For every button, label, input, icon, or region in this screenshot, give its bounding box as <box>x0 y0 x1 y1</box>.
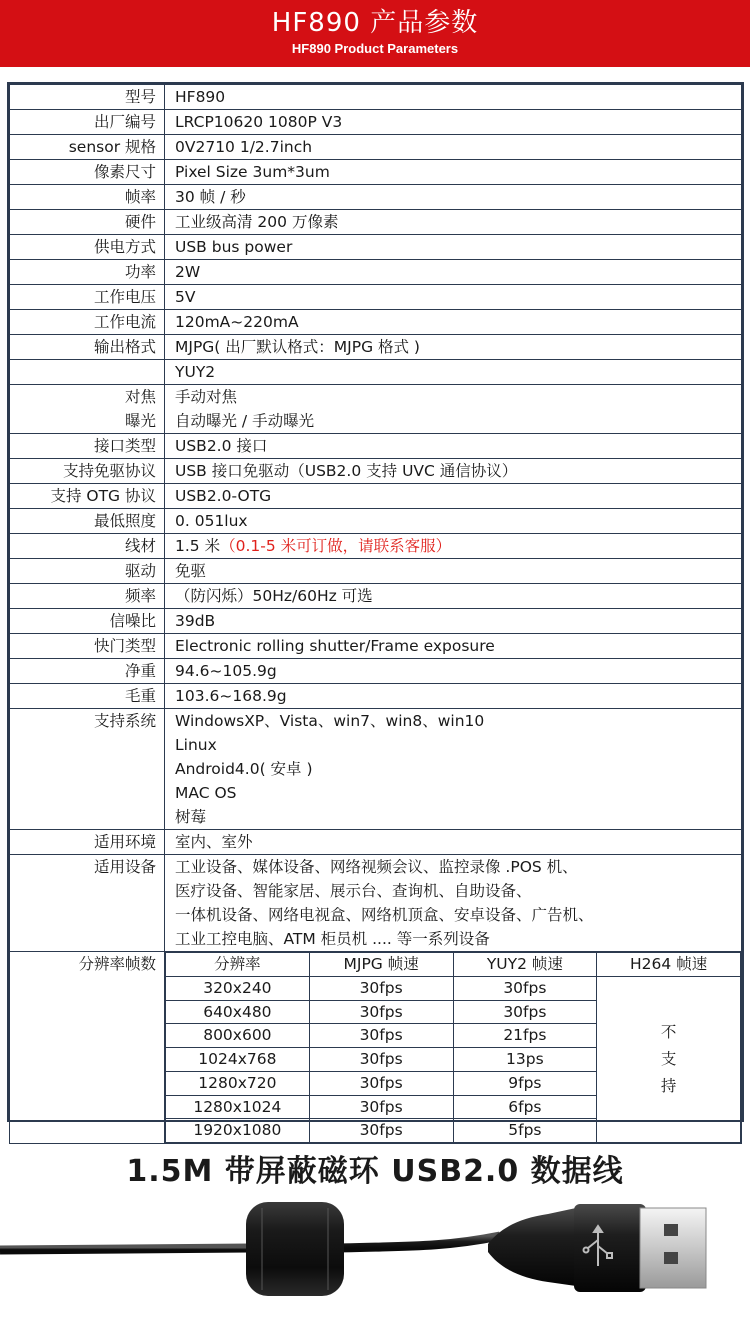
spec-label <box>10 335 165 360</box>
table-row <box>10 684 742 709</box>
spec-value-text: HF890 <box>175 88 226 106</box>
spec-label <box>10 484 165 509</box>
spec-label-text: 对焦 <box>124 388 156 406</box>
spec-label: 分辨率帧数 <box>10 952 165 1144</box>
spec-label <box>10 360 165 385</box>
resolution-cell: 1024x768 <box>166 1048 310 1072</box>
spec-label-text: 像素尺寸 <box>93 163 156 181</box>
spec-value-text: USB2.0 接口 <box>175 437 268 455</box>
spec-label <box>10 210 165 235</box>
spec-label-text: 功率 <box>124 263 156 281</box>
spec-value-text: 手动对焦 <box>175 388 238 406</box>
spec-label-text: 出厂编号 <box>93 113 156 131</box>
page-subtitle: HF890 Product Parameters <box>291 41 459 56</box>
resolution-cell: 1280x1024 <box>166 1095 310 1119</box>
spec-value <box>165 509 742 534</box>
spec-value-text: 树莓 <box>175 808 207 826</box>
spec-label-text: 曝光 <box>124 412 156 430</box>
spec-value <box>165 830 742 855</box>
spec-value-text: 一体机设备、网络电视盒、网络机顶盒、安卓设备、广告机、 <box>175 906 594 924</box>
spec-value-text: 1.5 米 <box>175 537 221 555</box>
resolution-header: MJPG 帧速 <box>309 953 453 977</box>
spec-value-text: 5V <box>175 288 196 306</box>
resolution-cell: 30fps <box>453 976 597 1000</box>
spec-label-text: sensor 规格 <box>68 138 156 156</box>
spec-value-text: （防闪烁）50Hz/60Hz 可选 <box>175 587 373 605</box>
spec-value-line <box>175 684 741 708</box>
table-row <box>10 260 742 285</box>
resolution-cell: 21fps <box>453 1024 597 1048</box>
spec-label-text: 适用环境 <box>93 833 156 851</box>
spec-value-line <box>175 459 741 483</box>
spec-label <box>10 235 165 260</box>
spec-label <box>10 855 165 952</box>
table-row <box>10 584 742 609</box>
table-row <box>10 210 742 235</box>
h264-not-supported <box>597 976 741 1142</box>
spec-value-line <box>175 855 741 879</box>
spec-label <box>10 509 165 534</box>
spec-value-text: 94.6~105.9g <box>175 662 277 680</box>
spec-value-line <box>175 85 741 109</box>
table-row <box>10 135 742 160</box>
spec-value-text: 室内、室外 <box>175 833 253 851</box>
spec-label-text: 信噪比 <box>109 612 156 630</box>
spec-value-line <box>175 360 741 384</box>
spec-value-line <box>175 757 741 781</box>
spec-value <box>165 559 742 584</box>
spec-value <box>165 85 742 110</box>
resolution-table-cell <box>165 952 742 1144</box>
table-row <box>10 185 742 210</box>
table-row <box>10 509 742 534</box>
spec-label <box>10 634 165 659</box>
spec-label <box>10 310 165 335</box>
h264-note-char: 支 <box>660 1049 677 1068</box>
spec-value <box>165 185 742 210</box>
table-row <box>10 160 742 185</box>
spec-value <box>165 235 742 260</box>
ferrite-core-icon <box>246 1202 344 1296</box>
spec-value-line <box>175 434 741 458</box>
spec-label-text: 硬件 <box>124 213 156 231</box>
spec-value <box>165 110 742 135</box>
resolution-cell: 800x600 <box>166 1024 310 1048</box>
resolution-cell: 30fps <box>309 1000 453 1024</box>
spec-value <box>165 335 742 360</box>
spec-value-text: 工业设备、媒体设备、网络视频会议、监控录像 .POS 机、 <box>175 858 578 876</box>
spec-value <box>165 360 742 385</box>
spec-value-text: 120mA~220mA <box>175 313 299 331</box>
spec-value <box>165 609 742 634</box>
h264-note-char: 不 <box>660 1022 677 1041</box>
table-row <box>10 310 742 335</box>
resolution-cell: 30fps <box>309 1024 453 1048</box>
spec-value-text: USB2.0-OTG <box>175 487 272 505</box>
spec-label <box>10 385 165 434</box>
spec-label <box>10 659 165 684</box>
table-row <box>10 360 742 385</box>
resolution-cell: 1280x720 <box>166 1071 310 1095</box>
spec-value-line <box>175 733 741 757</box>
spec-value-text: 自动曝光 / 手动曝光 <box>175 412 315 430</box>
spec-value-line <box>175 509 741 533</box>
spec-label-text: 线材 <box>124 537 156 555</box>
spec-table <box>7 82 744 1140</box>
spec-value <box>165 634 742 659</box>
spec-label <box>10 559 165 584</box>
spec-label-text: 工作电流 <box>93 313 156 331</box>
spec-value <box>165 385 742 434</box>
spec-label <box>10 160 165 185</box>
table-row <box>10 559 742 584</box>
table-row <box>10 659 742 684</box>
resolution-cell: 13ps <box>453 1048 597 1072</box>
spec-label <box>10 434 165 459</box>
spec-label <box>10 285 165 310</box>
spec-value-line <box>175 805 741 829</box>
spec-value-line <box>175 185 741 209</box>
table-row <box>10 830 742 855</box>
resolution-cell: 30fps <box>309 1048 453 1072</box>
spec-value <box>165 459 742 484</box>
spec-value <box>165 584 742 609</box>
table-row <box>10 484 742 509</box>
usb-cable-image <box>0 1190 750 1322</box>
resolution-header: 分辨率 <box>166 953 310 977</box>
spec-value-text: 0. 051lux <box>175 512 248 530</box>
resolution-header-row <box>166 953 741 977</box>
spec-label <box>10 609 165 634</box>
resolution-cell: 1920x1080 <box>166 1119 310 1143</box>
spec-label-text: 驱动 <box>124 562 156 580</box>
spec-value-line <box>175 709 741 733</box>
spec-value <box>165 310 742 335</box>
spec-value <box>165 534 742 559</box>
resolution-cell: 30fps <box>309 1095 453 1119</box>
table-row-resolution <box>10 952 742 1144</box>
spec-value-text: 39dB <box>175 612 216 630</box>
table-row <box>10 459 742 484</box>
spec-label-text: 工作电压 <box>93 288 156 306</box>
spec-value-line <box>175 534 741 558</box>
spec-value-line <box>175 135 741 159</box>
spec-label <box>10 534 165 559</box>
spec-label <box>10 830 165 855</box>
spec-value-text: Android4.0( 安卓 ) <box>175 760 313 778</box>
spec-value-text: 医疗设备、智能家居、展示台、查询机、自助设备、 <box>175 882 532 900</box>
spec-label-text: 支持免驱协议 <box>62 462 156 480</box>
spec-value-text: Electronic rolling shutter/Frame exposure <box>175 637 495 655</box>
spec-value-text: MAC OS <box>175 784 237 802</box>
table-row <box>10 434 742 459</box>
resolution-header: H264 帧速 <box>597 953 741 977</box>
spec-value <box>165 659 742 684</box>
spec-label <box>10 185 165 210</box>
spec-value-text: USB 接口免驱动（USB2.0 支持 UVC 通信协议） <box>175 462 518 480</box>
spec-label <box>10 684 165 709</box>
spec-value-line <box>175 310 741 334</box>
spec-value-text: 0V2710 1/2.7inch <box>175 138 313 156</box>
spec-value-text: YUY2 <box>175 363 216 381</box>
spec-value-line <box>175 385 741 409</box>
resolution-cell: 9fps <box>453 1071 597 1095</box>
spec-value-text: Pixel Size 3um*3um <box>175 163 330 181</box>
spec-label-text: 供电方式 <box>93 238 156 256</box>
spec-value-text: 免驱 <box>175 562 207 580</box>
spec-label-text: 适用设备 <box>93 858 156 876</box>
spec-label-text: 支持 OTG 协议 <box>50 487 156 505</box>
spec-value-text: MJPG( 出厂默认格式：MJPG 格式 ) <box>175 338 420 356</box>
spec-value-line <box>175 559 741 583</box>
spec-value-line <box>175 830 741 854</box>
spec-value-line <box>175 584 741 608</box>
spec-value-line <box>175 634 741 658</box>
spec-label-text: 帧率 <box>124 188 156 206</box>
spec-label <box>10 709 165 830</box>
resolution-cell: 5fps <box>453 1119 597 1143</box>
spec-value-text: 30 帧 / 秒 <box>175 188 246 206</box>
spec-label <box>10 110 165 135</box>
spec-value-line <box>175 609 741 633</box>
spec-label <box>10 85 165 110</box>
spec-value-line <box>175 409 741 433</box>
spec-value-text: 2W <box>175 263 201 281</box>
spec-value <box>165 210 742 235</box>
resolution-header: YUY2 帧速 <box>453 953 597 977</box>
spec-label <box>10 584 165 609</box>
spec-value <box>165 484 742 509</box>
resolution-cell: 30fps <box>309 1071 453 1095</box>
resolution-cell: 6fps <box>453 1095 597 1119</box>
spec-value-line <box>175 210 741 234</box>
resolution-cell: 30fps <box>453 1000 597 1024</box>
table-row <box>10 855 742 952</box>
cable-title: 1.5M 带屏蔽磁环 USB2.0 数据线 <box>126 1154 624 1189</box>
spec-value <box>165 434 742 459</box>
table-row <box>10 609 742 634</box>
spec-label-text: 型号 <box>124 88 156 106</box>
spec-label <box>10 459 165 484</box>
spec-value <box>165 160 742 185</box>
resolution-cell: 640x480 <box>166 1000 310 1024</box>
spec-label <box>10 135 165 160</box>
spec-label-text: 输出格式 <box>93 338 156 356</box>
table-row <box>10 85 742 110</box>
page-title: HF890 产品参数 <box>271 8 479 38</box>
spec-label-text: 频率 <box>124 587 156 605</box>
spec-value-text: Linux <box>175 736 217 754</box>
spec-label <box>10 260 165 285</box>
spec-value-text: 103.6~168.9g <box>175 687 287 705</box>
spec-value-line <box>175 484 741 508</box>
spec-value-line <box>175 160 741 184</box>
spec-value-text: 工业级高清 200 万像素 <box>175 213 339 231</box>
spec-value-note: （0.1-5 米可订做，请联系客服） <box>220 537 452 555</box>
spec-value-line <box>175 781 741 805</box>
spec-value <box>165 855 742 952</box>
table-row <box>10 335 742 360</box>
spec-value-text: WindowsXP、Vista、win7、win8、win10 <box>175 712 485 730</box>
resolution-cell: 320x240 <box>166 976 310 1000</box>
spec-value <box>165 260 742 285</box>
spec-value-line <box>175 235 741 259</box>
spec-value-line <box>175 335 741 359</box>
spec-value-line <box>175 903 741 927</box>
table-row <box>10 235 742 260</box>
spec-value <box>165 285 742 310</box>
resolution-table <box>165 952 741 1143</box>
spec-value <box>165 684 742 709</box>
h264-note-char: 持 <box>660 1076 677 1095</box>
spec-label-text: 快门类型 <box>93 637 156 655</box>
spec-value-line <box>175 879 741 903</box>
spec-value-line <box>175 285 741 309</box>
table-row <box>10 110 742 135</box>
table-row <box>10 385 742 434</box>
spec-value <box>165 135 742 160</box>
usb-plug-icon <box>488 1204 706 1292</box>
spec-label-text: 最低照度 <box>93 512 156 530</box>
spec-label-text: 接口类型 <box>93 437 156 455</box>
page-header <box>0 0 750 67</box>
resolution-cell: 30fps <box>309 1119 453 1143</box>
table-row <box>10 534 742 559</box>
resolution-row <box>166 976 741 1000</box>
spec-value-text: USB bus power <box>175 238 293 256</box>
spec-value <box>165 709 742 830</box>
spec-label-text: 支持系统 <box>93 712 156 730</box>
spec-label-text: 毛重 <box>124 687 156 705</box>
spec-label-text: 净重 <box>124 662 156 680</box>
table-row <box>10 634 742 659</box>
spec-value-line <box>175 927 741 951</box>
table-row <box>10 285 742 310</box>
table-row <box>10 709 742 830</box>
spec-value-text: LRCP10620 1080P V3 <box>175 113 343 131</box>
spec-value-line <box>175 659 741 683</box>
spec-value-text: 工业工控电脑、ATM 柜员机 .... 等一系列设备 <box>175 930 490 948</box>
resolution-cell: 30fps <box>309 976 453 1000</box>
spec-value-line <box>175 260 741 284</box>
spec-value-line <box>175 110 741 134</box>
